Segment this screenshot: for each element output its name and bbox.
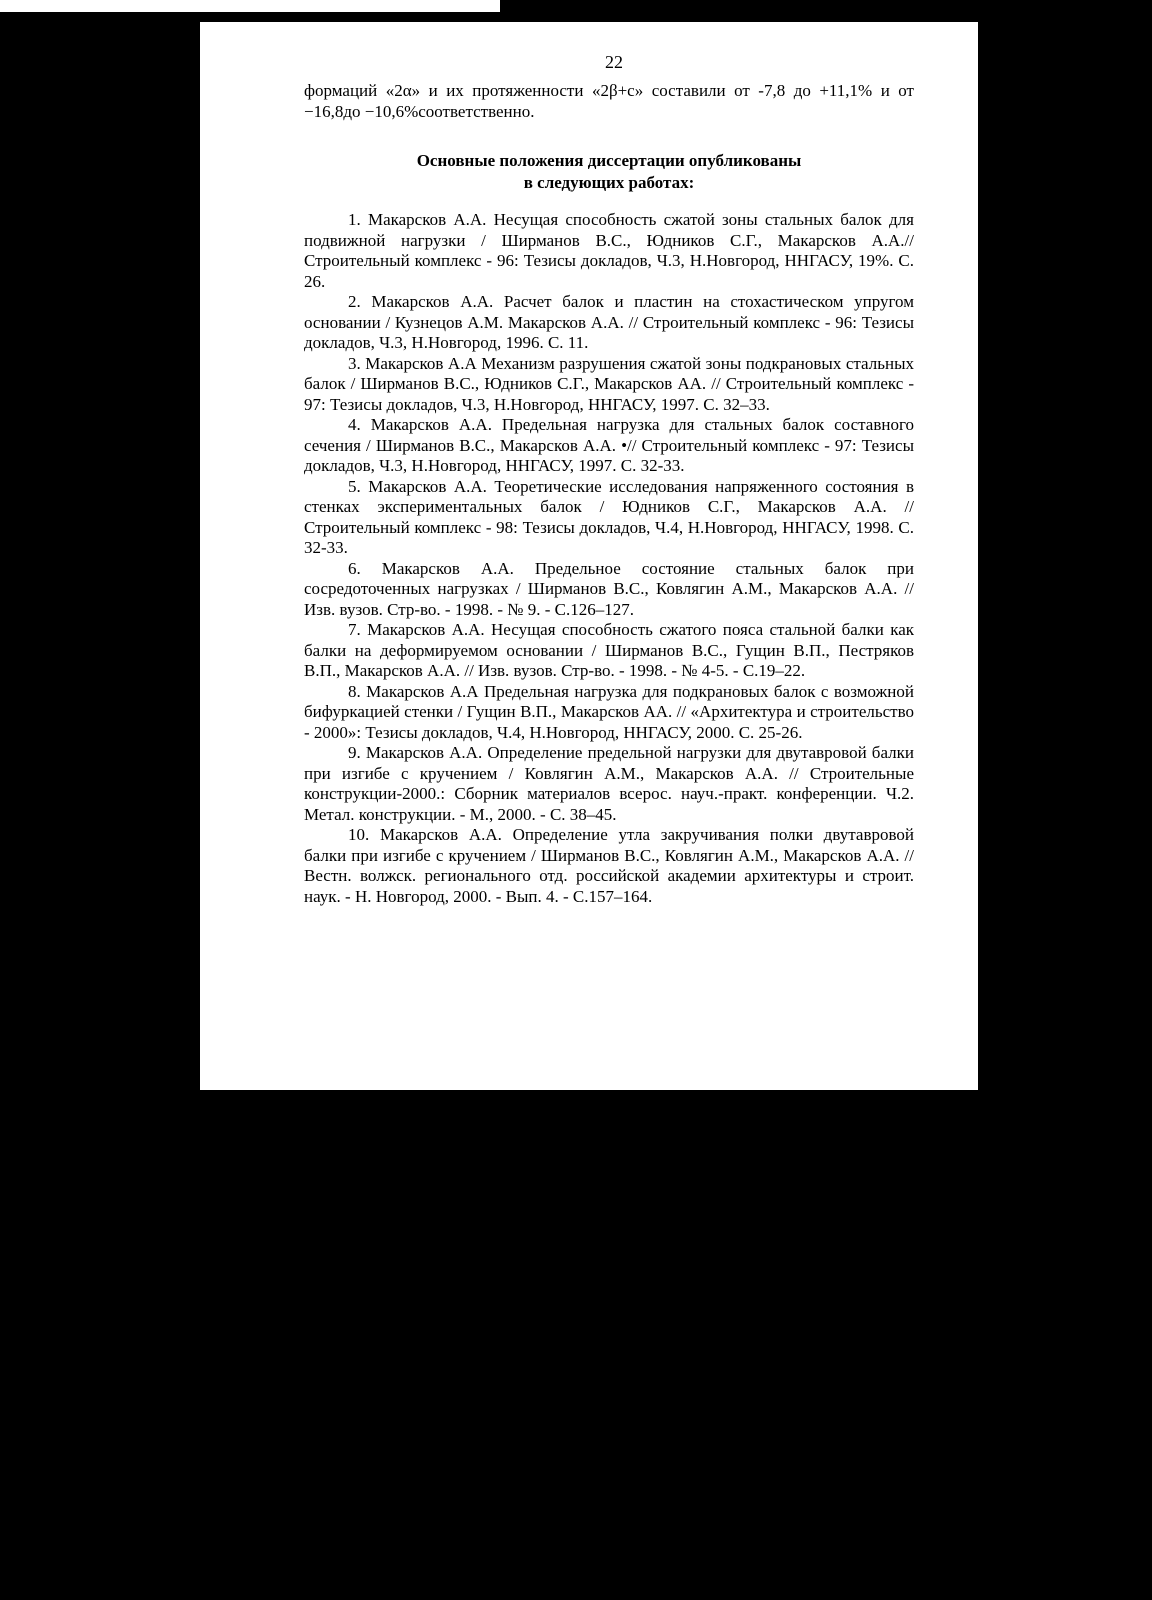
document-page: [200, 22, 978, 1090]
section-heading: [304, 150, 914, 194]
reference-item: 7. Макарсков А.А. Несущая способность сжатого пояса стальной балки как балки на деформируемом основании / Ширманов В.С., Гущин В.П., Пестряков В.П., Макарсков А.А. // Изв. вузов. Стр-во. - 1998. - № 4-5. - С.19–22.: [304, 620, 914, 680]
reference-item: 8. Макарсков А.А Предельная нагрузка для подкрановых балок с возможной бифуркацией стенки / Гущин В.П., Макарсков АА. // «Архитектура и строительство - 2000»: Тезисы докладов, Ч.4, Н.Новгород, ННГАСУ, 2000. С. 25-26.: [304, 681, 914, 742]
reference-item: 4. Макарсков А.А. Предельная нагрузка для стальных балок составного сечения / Ширманов В.С., Макарсков А.А. •// Строительный комплекс - 97: Тезисы докладов, Ч.3, Н.Новгород, ННГАСУ, 1997. С. 32-33.: [304, 415, 914, 475]
reference-item: 9. Макарсков А.А. Определение предельной нагрузки для двутавровой балки при изгибе с кручением / Ковлягин А.М., Макарсков А.А. // Строительные конструкции-2000.: Сборник материалов всерос. науч.-практ. конференции. Ч.2. Метал. конструкции. - М., 2000. - С. 38–45.: [304, 743, 914, 824]
reference-item: 2. Макарсков А.А. Расчет балок и пластин на стохастическом упругом основании / Кузнецов А.М. Макарсков А.А. // Строительный комплекс - 96: Тезисы докладов, Ч.3, Н.Новгород, 1996. С. 11.: [304, 292, 914, 352]
reference-item: 5. Макарсков А.А. Теоретические исследования напряженного состояния в стенках экспериментальных балок / Юдников С.Г., Макарсков А.А. // Строительный комплекс - 98: Тезисы докладов, Ч.4, Н.Новгород, ННГАСУ, 1998. С. 32-33.: [304, 476, 914, 557]
intro-paragraph: формаций «2α» и их протяженности «2β+с» составили от -7,8 до +11,1% и от −16,8до −10,6%соответственно.: [304, 81, 914, 121]
references-list: [304, 210, 914, 907]
heading-line-2: в следующих работах:: [523, 173, 695, 192]
reference-item: 1. Макарсков А.А. Несущая способность сжатой зоны стальных балок для подвижной нагрузки / Ширманов В.С., Юдников С.Г., Макарсков А.А.// Строительный комплекс - 96: Тезисы докладов, Ч.3, Н.Новгород, ННГАСУ, 19%. С. 26.: [304, 210, 914, 291]
reference-item: 3. Макарсков А.А Механизм разрушения сжатой зоны подкрановых стальных балок / Ширманов В.С., Юдников С.Г., Макарсков АА. // Строительный комплекс - 97: Тезисы докладов, Ч.3, Н.Новгород, ННГАСУ, 1997. С. 32–33.: [304, 353, 914, 414]
heading-line-1: Основные положения диссертации опубликованы: [416, 151, 802, 170]
reference-item: 10. Макарсков А.А. Определение утла закручивания полки двутавровой балки при изгибе с кручением / Ширманов В.С., Ковлягин А.М., Макарсков А.А. // Вестн. волжск. регионального отд. российской академии архитектуры и строит. наук. - Н. Новгород, 2000. - Вып. 4. - С.157–164.: [304, 825, 914, 906]
top-strip: [0, 0, 500, 12]
page-number: 22: [605, 52, 623, 72]
reference-item: 6. Макарсков А.А. Предельное состояние стальных балок при сосредоточенных нагрузках / Ширманов В.С., Ковлягин А.М., Макарсков А.А. // Изв. вузов. Стр-во. - 1998. - № 9. - С.126–127.: [304, 558, 914, 619]
